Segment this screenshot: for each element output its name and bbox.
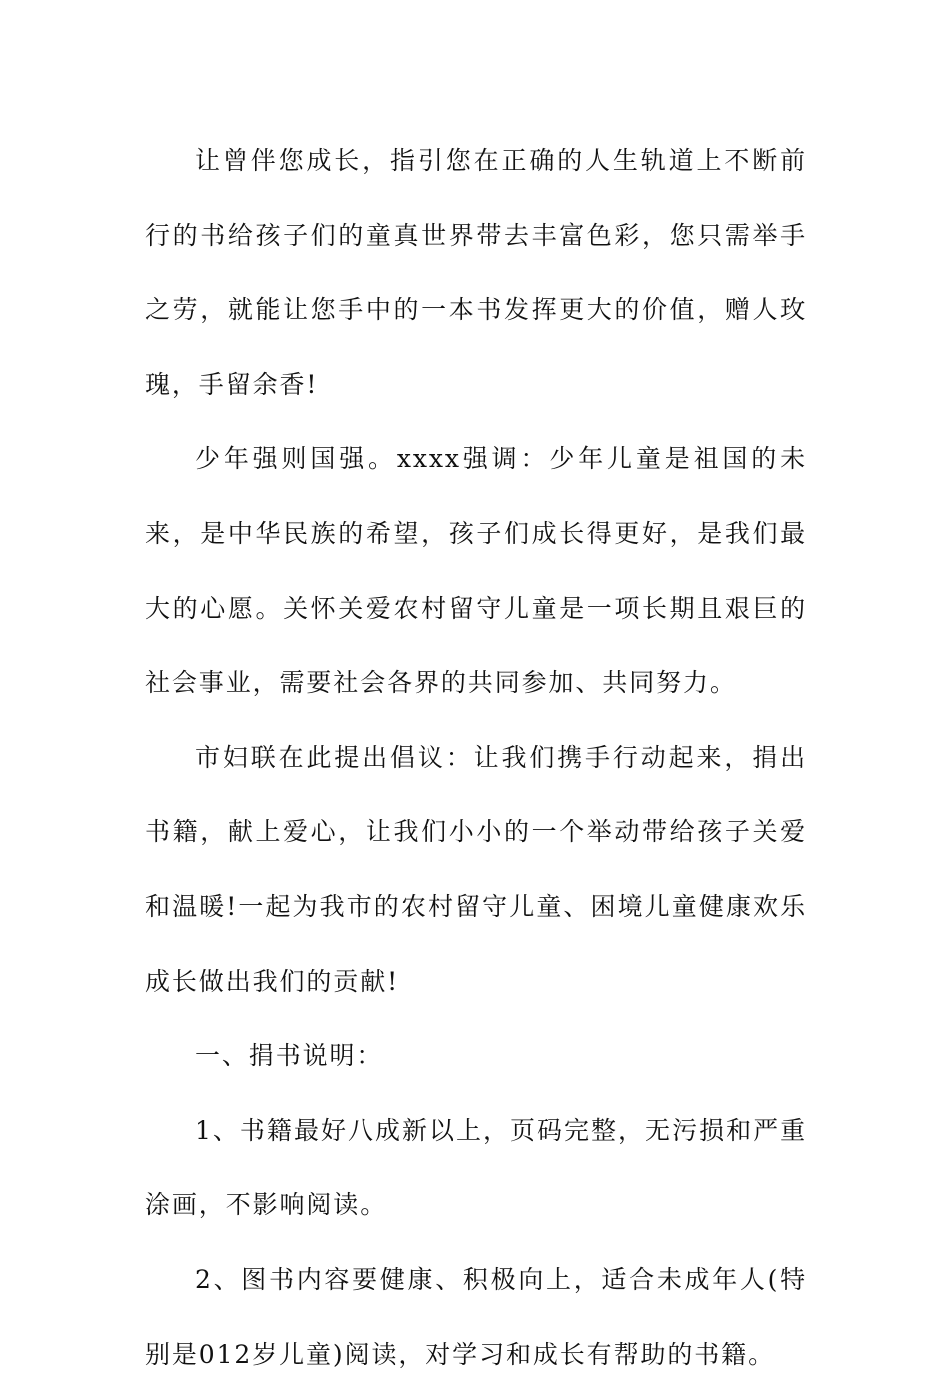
paragraph-initiative: 市妇联在此提出倡议：让我们携手行动起来，捐出书籍，献上爱心，让我们小小的一个举动带给孩子关爱和温暖!一起为我市的农村留守儿童、困境儿童健康欢乐成长做出我们的贡献! <box>145 742 807 996</box>
paragraph-youth-strong: 少年强则国强。xxxx强调：少年儿童是祖国的未来，是中华民族的希望，孩子们成长得更好，是我们最大的心愿。关怀关爱农村留守儿童是一项长期且艰巨的社会事业，需要社会各界的共同参加、共同努力。 <box>145 444 807 698</box>
paragraph-book-gift: 让曾伴您成长，指引您在正确的人生轨道上不断前行的书给孩子们的童真世界带去丰富色彩，您只需举手之劳，就能让您手中的一本书发挥更大的价值，赠人玫瑰，手留余香! <box>145 146 807 399</box>
document-body <box>145 124 807 1392</box>
list-item-book-content: 2、图书内容要健康、积极向上，适合未成年人(特别是012岁儿童)阅读，对学习和成长有帮助的书籍。 <box>145 1264 807 1369</box>
section-heading-donation-notes: 一、捐书说明： <box>195 1041 384 1071</box>
list-item-book-condition: 1、书籍最好八成新以上，页码完整，无污损和严重涂画，不影响阅读。 <box>145 1115 807 1220</box>
